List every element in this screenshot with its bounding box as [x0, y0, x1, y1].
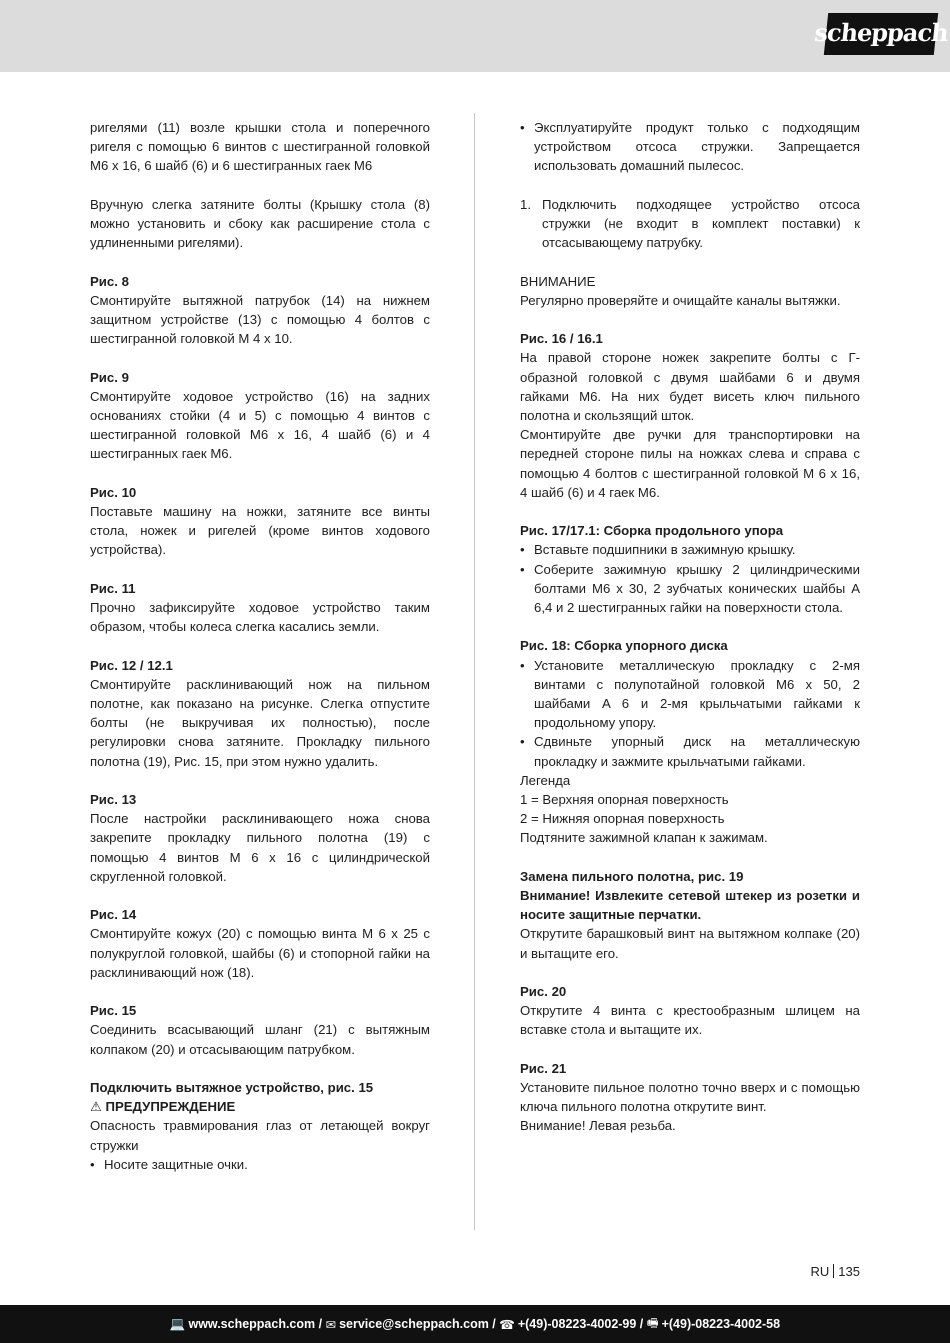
footer-fax: +(49)-08223-4002-58 — [661, 1317, 781, 1331]
spacer — [90, 348, 430, 367]
section-heading: Рис. 21 — [520, 1060, 567, 1076]
bullet-item: • Носите защитные очки. — [90, 1155, 430, 1174]
spacer — [520, 252, 860, 271]
section-heading: ⚠ ПРЕДУПРЕЖДЕНИЕ — [90, 1099, 236, 1115]
spacer — [520, 848, 860, 867]
spacer — [520, 176, 860, 195]
section-heading: Рис. 16 / 16.1 — [520, 331, 603, 347]
spacer — [90, 771, 430, 790]
item-text: Подключить подходящее устройство отсоса стружки (не входит в комплект поставки) к отсасывающему патрубку. — [542, 196, 860, 251]
page-number — [790, 1264, 860, 1279]
paragraph: Смонтируйте две ручки для транспортировки на передней стороне пилы на ножках слева и справа с помощью 4 болтов с шестигранной головкой M 6 x 16, 4 шайб (6) и 4 гаек M6. — [520, 427, 860, 500]
spacer — [520, 502, 860, 521]
section-heading: Рис. 14 — [90, 907, 137, 923]
paragraph: На правой стороне ножек закрепите болты с Г-образной головкой с двумя шайбами 6 и двумя гайками M6. На них будет висеть ключ пильного полотна и скользящий шток. — [520, 350, 860, 423]
section-heading: Рис. 17/17.1: Сборка продольного упора — [520, 523, 784, 539]
item-number: 1. — [520, 196, 531, 212]
footer-phone: +(49)-08223-4002-99 / — [517, 1317, 644, 1331]
paragraph: Регулярно проверяйте и очищайте каналы вытяжки. — [520, 292, 841, 308]
right-column — [520, 118, 860, 1136]
scheppach-logo: scheppach — [824, 13, 938, 55]
section-heading: Рис. 9 — [90, 369, 129, 385]
spacer — [90, 982, 430, 1001]
paragraph: Внимание! Левая резьба. — [520, 1118, 676, 1134]
paragraph: Установите пильное полотно точно вверх и с помощью ключа пильного полотна открутите винт. — [520, 1080, 860, 1115]
section-heading: Замена пильного полотна, рис. 19 — [520, 868, 744, 884]
bullet-item: • Соберите зажимную крышку 2 цилиндрическими болтами M6 x 30, 2 зубчатых конических шайбы A 6,4 и 2 шестигранных гайки на поверхности стола. — [520, 560, 860, 618]
section-heading: Рис. 12 / 12.1 — [90, 657, 173, 673]
paragraph: 1 = Верхняя опорная поверхность — [520, 792, 729, 808]
spacer — [520, 310, 860, 329]
paragraph: Смонтируйте вытяжной патрубок (14) на нижнем защитном устройстве (13) с помощью 4 болтов с шестигранной головкой M 4 x 10. — [90, 292, 430, 347]
spacer — [90, 464, 430, 483]
page-language: RU — [810, 1264, 830, 1279]
paragraph: Легенда — [520, 772, 571, 788]
spacer — [520, 963, 860, 982]
header-band — [0, 0, 950, 72]
paragraph: Подтяните зажимной клапан к зажимам. — [520, 830, 768, 846]
paragraph: Прочно зафиксируйте ходовое устройство таким образом, чтобы колеса слегка касались земли. — [90, 600, 430, 635]
spacer — [520, 617, 860, 636]
paragraph: ригелями (11) возле крышки стола и поперечного ригеля с помощью 6 винтов с шестигранной головкой M6 x 16, 6 шайб (6) и 6 шестигранных гаек M6 — [90, 120, 430, 174]
paragraph: 2 = Нижняя опорная поверхность — [520, 811, 725, 827]
spacer — [520, 1040, 860, 1059]
section-heading: Рис. 13 — [90, 792, 137, 807]
paragraph: Опасность травмирования глаз от летающей вокруг стружки — [90, 1118, 430, 1153]
paragraph: Поставьте машину на ножки, затяните все винты стола, ножек и ригелей (кроме винтов ходового устройства). — [90, 504, 430, 558]
paragraph: Открутите 4 винта с крестообразным шлицем на вставке стола и вытащите их. — [520, 1003, 860, 1038]
section-heading: Рис. 18: Сборка упорного диска — [520, 638, 728, 654]
spacer — [90, 636, 430, 655]
spacer — [90, 560, 430, 579]
section-heading: Рис. 8 — [90, 273, 129, 289]
section-heading: Рис. 11 — [90, 580, 136, 596]
paragraph: Смонтируйте ходовое устройство (16) на задних основаниях стойки (4 и 5) с помощью 4 винтов с шестигранной головкой M6 x 16, 4 шайб (6) и 4 шестигранных гаек M6. — [90, 388, 430, 462]
numbered-item — [520, 195, 860, 253]
footer-website[interactable]: www.scheppach.com / — [188, 1317, 323, 1331]
paragraph: Открутите барашковый винт на вытяжном колпаке (20) и вытащите его. — [520, 926, 860, 961]
computer-icon: 💻 — [169, 1316, 186, 1331]
footer-email[interactable]: service@scheppach.com / — [339, 1317, 496, 1331]
bullet-item: • Сдвиньте упорный диск на металлическую прокладку и зажмите крыльчатыми гайками. — [520, 732, 860, 770]
spacer — [90, 252, 430, 271]
section-heading: Рис. 10 — [90, 484, 137, 500]
phone-icon: ☎ — [499, 1317, 515, 1332]
paragraph: Смонтируйте кожух (20) с помощью винта M 6 x 25 с полукруглой головкой, шайбы (6) и стопорной гайки на расклинивающий нож (18). — [90, 926, 430, 980]
section-heading: Внимание! Извлеките сетевой штекер из розетки и носите защитные перчатки. — [520, 888, 860, 923]
paragraph: ВНИМАНИЕ — [520, 273, 596, 289]
mail-icon: ✉ — [325, 1317, 337, 1332]
paragraph: После настройки расклинивающего ножа снова закрепите прокладку пильного полотна (19) с помощью 4 винтов M 6 x 16 с цилиндрической скругленной головкой. — [90, 811, 430, 884]
page-number-value: 135 — [838, 1264, 860, 1279]
page-separator — [833, 1264, 834, 1278]
spacer — [90, 886, 430, 905]
paragraph: Смонтируйте расклинивающий нож на пильном полотне, как показано на рисунке. Слегка отпустите болты (не выкручивая их полностью), после регулировки снова затяните. Прокладку пильного полотна (19), Рис. 15, при этом нужно удалить. — [90, 676, 430, 769]
bullet-item: • Вставьте подшипники в зажимную крышку. — [520, 540, 860, 559]
fax-icon: 🖷 — [646, 1315, 659, 1330]
section-heading: Рис. 15 — [90, 1003, 137, 1019]
footer-contact-bar — [0, 1305, 950, 1343]
column-divider — [474, 113, 475, 1230]
left-column — [90, 118, 430, 1174]
section-heading: Подключить вытяжное устройство, рис. 15 — [90, 1080, 374, 1095]
bullet-item: • Установите металлическую прокладку с 2-мя винтами с полупотайной головкой M6 x 50, 2 шайбами A 6 и 2-мя крыльчатыми гайками к продольному упору. — [520, 656, 860, 733]
bullet-item: • Эксплуатируйте продукт только с подходящим устройством отсоса стружки. Запрещается использовать домашний пылесос. — [520, 118, 860, 176]
spacer — [90, 1059, 430, 1078]
paragraph: Вручную слегка затяните болты (Крышку стола (8) можно установить и сбоку как расширение стола с удлиненными ригелями). — [90, 196, 430, 251]
paragraph: Соединить всасывающий шланг (21) с вытяжным колпаком (20) и отсасывающим патрубком. — [90, 1022, 430, 1057]
section-heading: Рис. 20 — [520, 984, 567, 1000]
spacer — [90, 176, 430, 195]
